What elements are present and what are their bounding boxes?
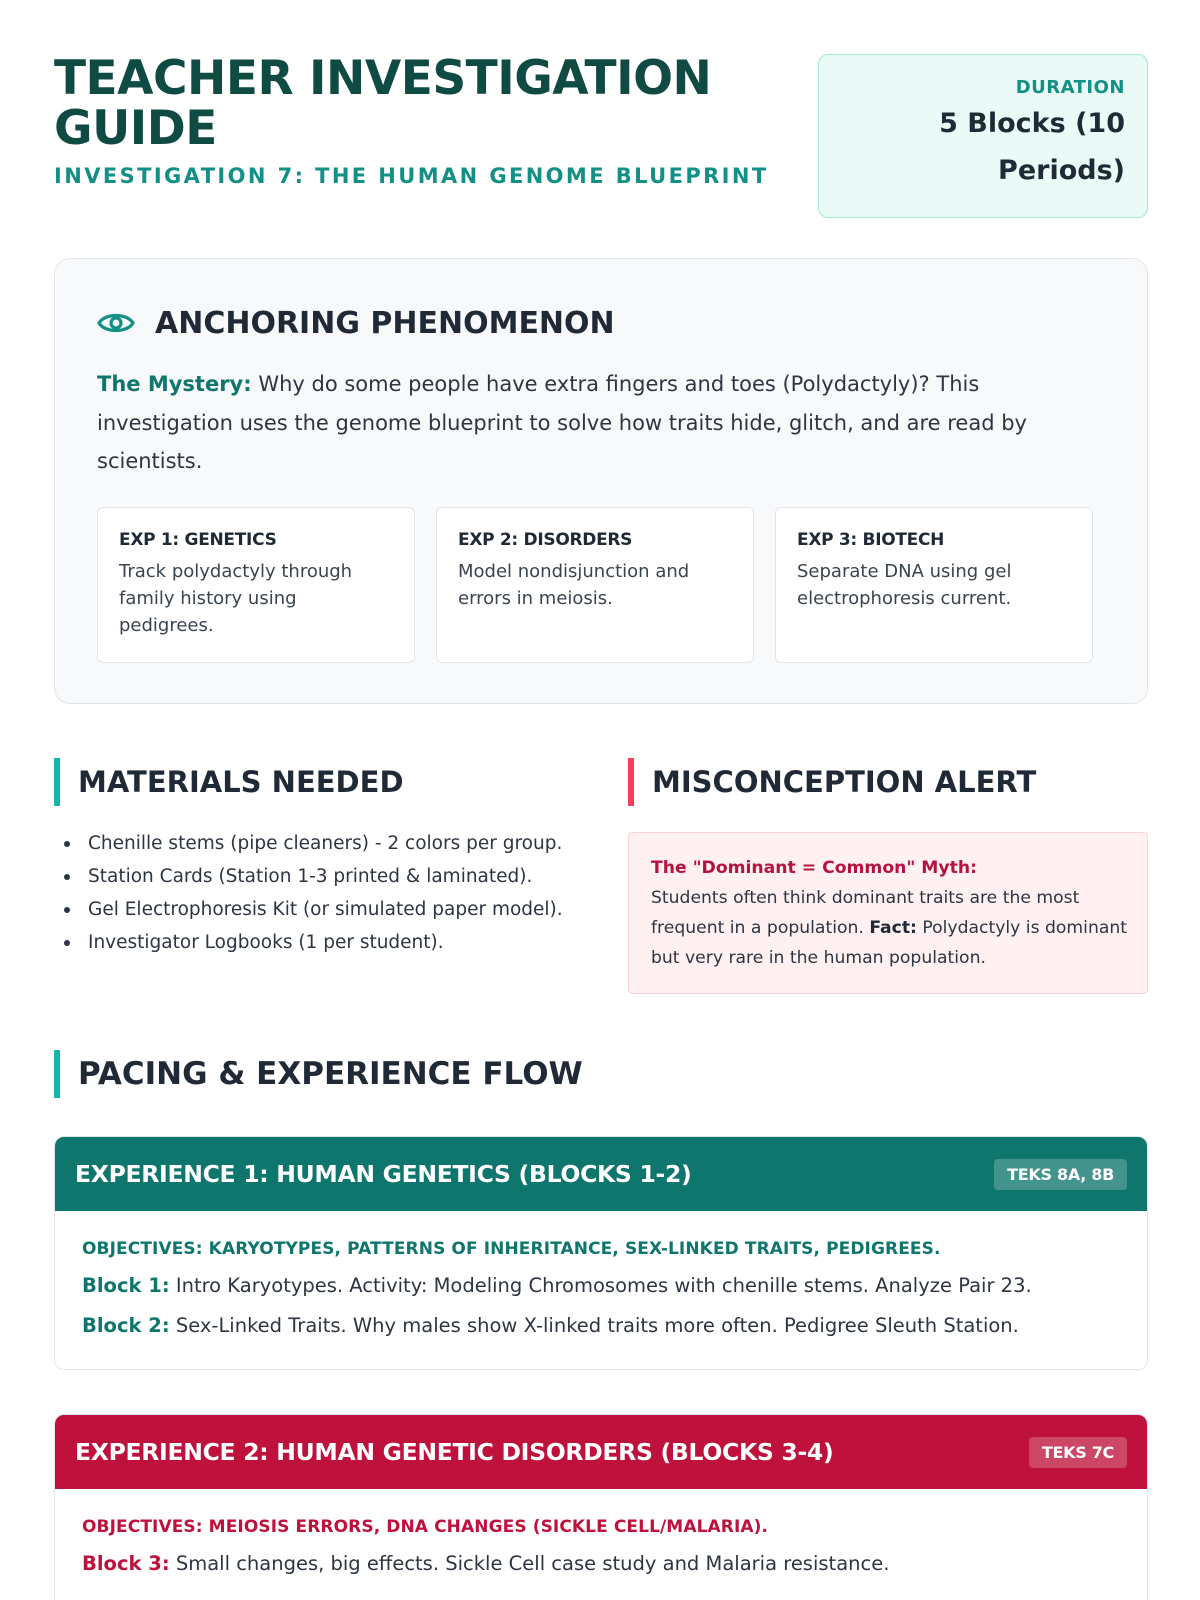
pacing-heading: PACING & EXPERIENCE FLOW bbox=[54, 1050, 583, 1098]
experience-1-header bbox=[55, 1137, 1147, 1211]
block-label: Block 1: bbox=[82, 1274, 170, 1297]
block-line bbox=[82, 1273, 1121, 1299]
exp-card-title: EXP 2: DISORDERS bbox=[458, 530, 633, 550]
block-line bbox=[82, 1551, 1121, 1577]
eye-icon bbox=[97, 308, 135, 338]
duration-card bbox=[818, 54, 1148, 218]
anchor-heading bbox=[97, 303, 615, 343]
duration-value: 5 Blocks (10 Periods) bbox=[939, 108, 1125, 186]
experience-2-body bbox=[55, 1489, 1147, 1577]
experience-2-header bbox=[55, 1415, 1147, 1489]
fact-label: Fact: bbox=[869, 918, 917, 938]
materials-heading: MATERIALS NEEDED bbox=[54, 758, 404, 806]
page-subtitle: INVESTIGATION 7: THE HUMAN GENOME BLUEPRINT bbox=[54, 164, 769, 188]
exp-card-genetics bbox=[97, 507, 415, 663]
experience-title: EXPERIENCE 2: HUMAN GENETIC DISORDERS (BLOCKS 3-4) bbox=[75, 1438, 834, 1466]
list-item: Station Cards (Station 1-3 printed & laminated). bbox=[62, 863, 582, 890]
duration-label: DURATION bbox=[1015, 77, 1125, 98]
misconception-alert-box bbox=[628, 832, 1148, 994]
anchor-title: ANCHORING PHENOMENON bbox=[155, 305, 615, 341]
exp-card-title: EXP 3: BIOTECH bbox=[797, 530, 945, 550]
page-header bbox=[54, 51, 1148, 218]
mystery-paragraph bbox=[97, 365, 1087, 481]
objectives: OBJECTIVES: MEIOSIS ERRORS, DNA CHANGES (SICKLE CELL/MALARIA). bbox=[82, 1517, 769, 1537]
exp-card-desc: Track polydactyly through family history using pedigrees. bbox=[119, 561, 353, 636]
experience-1-block bbox=[54, 1136, 1148, 1370]
block-label: Block 2: bbox=[82, 1314, 170, 1337]
experience-title: EXPERIENCE 1: HUMAN GENETICS (BLOCKS 1-2) bbox=[75, 1160, 692, 1188]
exp-card-desc: Separate DNA using gel electrophoresis current. bbox=[797, 561, 1012, 609]
block-text: Sex-Linked Traits. Why males show X-linked traits more often. Pedigree Sleuth Station. bbox=[169, 1314, 1019, 1337]
materials-list bbox=[62, 830, 582, 962]
fact-text: Polydactyly is dominant but very rare in the human population. bbox=[651, 918, 1128, 968]
misconception-heading: MISCONCEPTION ALERT bbox=[628, 758, 1036, 806]
list-item: Investigator Logbooks (1 per student). bbox=[62, 929, 582, 956]
exp-card-biotech bbox=[775, 507, 1093, 663]
exp-card-title: EXP 1: GENETICS bbox=[119, 530, 277, 550]
list-item: Gel Electrophoresis Kit (or simulated paper model). bbox=[62, 896, 582, 923]
teks-badge: TEKS 7C bbox=[1029, 1437, 1127, 1468]
page-title: TEACHER INVESTIGATION GUIDE bbox=[54, 51, 712, 156]
block-text: Intro Karyotypes. Activity: Modeling Chromosomes with chenille stems. Analyze Pair 23. bbox=[169, 1274, 1032, 1297]
mystery-text: Why do some people have extra fingers and toes (Polydactyly)? This investigation uses the genome blueprint to solve how traits hide, glitch, and are read by scientists. bbox=[97, 372, 1027, 473]
list-item: Chenille stems (pipe cleaners) - 2 colors per group. bbox=[62, 830, 582, 857]
anchoring-phenomenon-card bbox=[54, 258, 1148, 704]
objectives: OBJECTIVES: KARYOTYPES, PATTERNS OF INHERITANCE, SEX-LINKED TRAITS, PEDIGREES. bbox=[82, 1239, 941, 1259]
block-text: Small changes, big effects. Sickle Cell case study and Malaria resistance. bbox=[169, 1552, 890, 1575]
exp-card-desc: Model nondisjunction and errors in meiosis. bbox=[458, 561, 690, 609]
block-line bbox=[82, 1313, 1121, 1339]
alert-title: The "Dominant = Common" Myth: bbox=[651, 858, 977, 878]
alert-text: Students often think dominant traits are the most frequent in a population. bbox=[651, 888, 1080, 938]
block-label: Block 3: bbox=[82, 1552, 170, 1575]
teks-badge: TEKS 8A, 8B bbox=[994, 1159, 1127, 1190]
exp-card-disorders bbox=[436, 507, 754, 663]
experience-1-body bbox=[55, 1211, 1147, 1339]
experience-2-block bbox=[54, 1414, 1148, 1600]
experience-cards bbox=[97, 507, 1107, 663]
mystery-label: The Mystery: bbox=[97, 372, 252, 396]
